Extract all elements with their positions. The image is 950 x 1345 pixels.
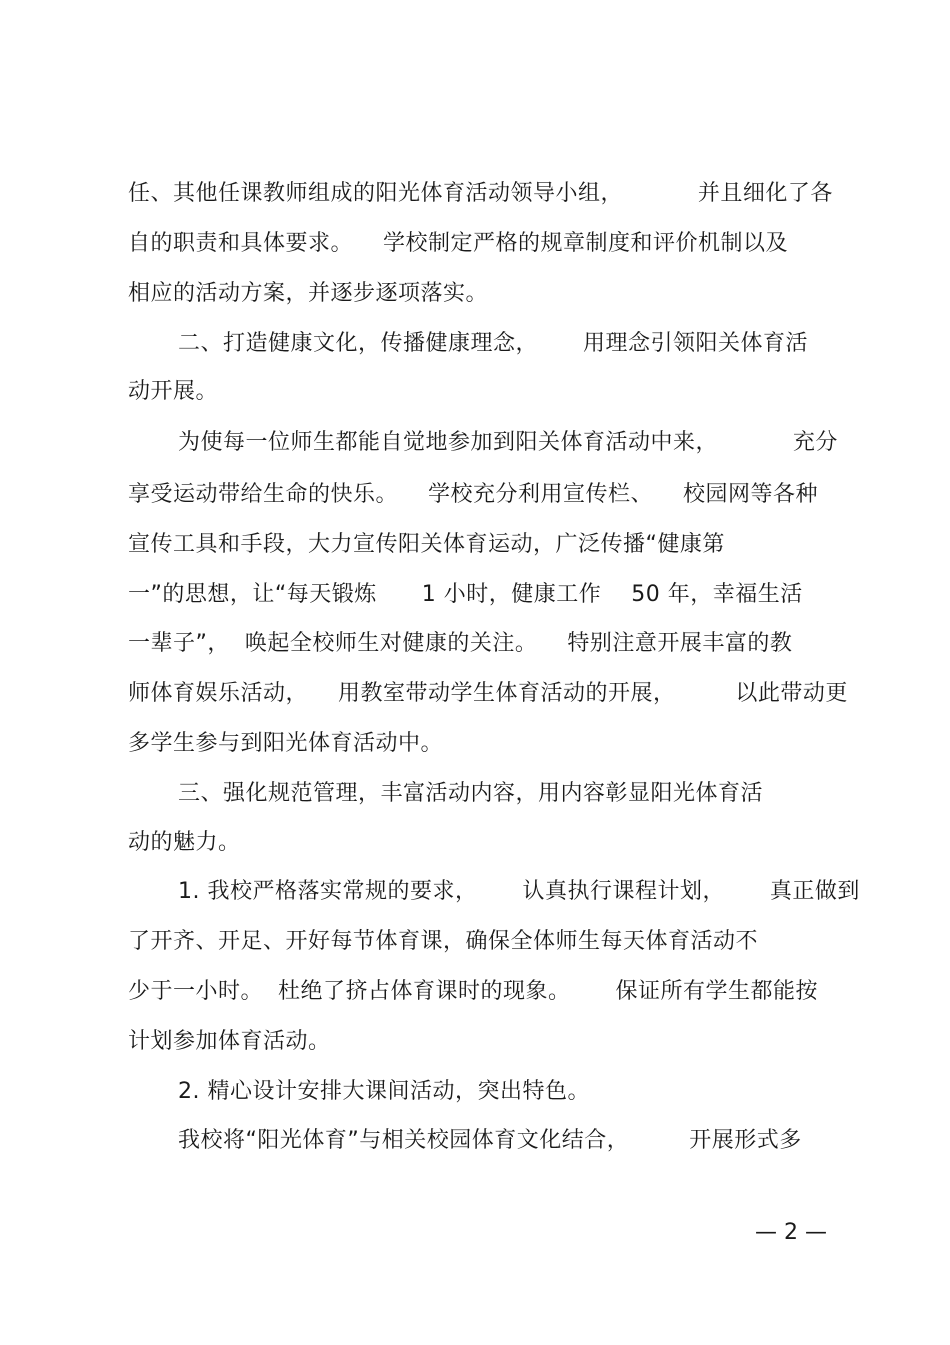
text-line: 计划参加体育活动。 [128, 1029, 331, 1054]
text-line: 宣传工具和手段，大力宣传阳关体育运动，广泛传播“健康第 [128, 532, 725, 557]
text-line: 了开齐、开足、开好每节体育课，确保全体师生每天体育活动不 [128, 929, 759, 954]
text-line: 一辈子”， 唤起全校师生对健康的关注。 特别注意开展丰富的教 [128, 631, 793, 656]
text-line: 动开展。 [128, 379, 219, 404]
text-line: 我校将“阳光体育”与相关校园体育文化结合， 开展形式多 [178, 1128, 802, 1153]
text-line: 少于一小时。 杜绝了挤占体育课时的现象。 保证所有学生都能按 [128, 979, 818, 1004]
text-line: 一”的思想，让“每天锻炼 1 小时，健康工作 50 年，幸福生活 [128, 582, 803, 607]
text-line: 为使每一位师生都能自觉地参加到阳关体育活动中来， 充分 [178, 430, 838, 455]
text-line: 动的魅力。 [128, 830, 241, 855]
text-line: 自的职责和具体要求。 学校制定严格的规章制度和评价机制以及 [128, 231, 788, 256]
text-line: 相应的活动方案，并逐步逐项落实。 [128, 281, 489, 306]
text-line: 享受运动带给生命的快乐。 学校充分利用宣传栏、 校园网等各种 [128, 482, 818, 507]
text-line: 多学生参与到阳光体育活动中。 [128, 731, 444, 756]
page-number: — 2 — [755, 1220, 827, 1245]
list-item: 2. 精心设计安排大课间活动，突出特色。 [178, 1079, 590, 1104]
list-item: 1. 我校严格落实常规的要求， 认真执行课程计划， 真正做到 [178, 879, 860, 904]
text-line: 师体育娱乐活动， 用教室带动学生体育活动的开展， 以此带动更 [128, 681, 848, 706]
text-line: 任、其他任课教师组成的阳光体育活动领导小组， 并且细化了各 [128, 181, 833, 206]
section-heading: 三、强化规范管理，丰富活动内容，用内容彰显阳光体育活 [178, 781, 764, 806]
section-heading: 二、打造健康文化，传播健康理念， 用理念引领阳关体育活 [178, 331, 808, 356]
